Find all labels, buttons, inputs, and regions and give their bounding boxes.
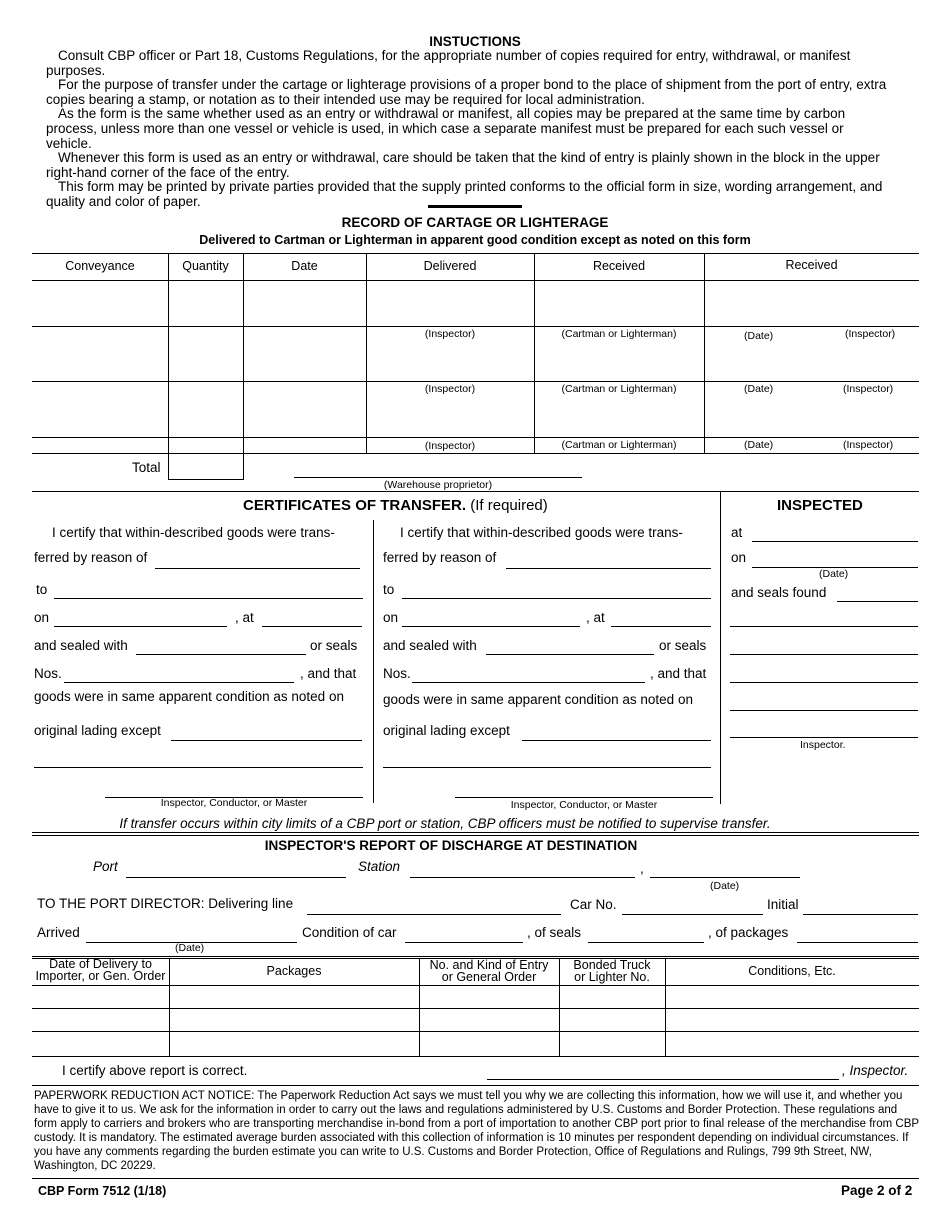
- inspector-label: Inspector.: [800, 739, 846, 751]
- to-field[interactable]: [402, 598, 711, 599]
- col-bonded-line1: Bonded Truck: [573, 958, 651, 972]
- reason-label: ferred by reason of: [383, 550, 497, 565]
- sealed-label: and sealed with: [34, 638, 128, 653]
- date-label: (Date): [710, 880, 740, 892]
- discharge-title: INSPECTOR'S REPORT OF DISCHARGE AT DESTINATION: [264, 838, 638, 853]
- date-label: (Date): [744, 383, 774, 395]
- sealed-label: and sealed with: [383, 638, 477, 653]
- on-label: on: [34, 610, 50, 625]
- at-label: , at: [235, 610, 254, 625]
- inspected-title: INSPECTED: [777, 497, 863, 514]
- and-that-label: , and that: [650, 666, 707, 681]
- reason-field[interactable]: [155, 568, 360, 569]
- instruction-paragraph: This form may be printed by private parties provided that the supply printed conforms to the official form in size, wording arrangement, and quality and color of paper.: [46, 179, 883, 209]
- instruction-paragraph: For the purpose of transfer under the cartage or lighterage provisions of a proper bond to the place of shipment from the port of entry, extra copies bearing a stamp, or notation as to their intended use may be required for local administration.: [46, 77, 887, 107]
- header-received-2: Received: [785, 258, 838, 272]
- condition-label: Condition of car: [302, 925, 397, 940]
- col-entry-line2: or General Order: [441, 970, 537, 984]
- signer-label: Inspector, Conductor, or Master: [160, 797, 308, 809]
- inspector-label: (Inspector): [843, 383, 894, 395]
- sealed-field[interactable]: [486, 654, 654, 655]
- cartman-label: (Cartman or Lighterman): [561, 383, 677, 395]
- delivering-line-field[interactable]: [307, 914, 561, 915]
- col-conditions: Conditions, Etc.: [748, 964, 836, 978]
- header-date: Date: [291, 259, 318, 273]
- on-label: on: [383, 610, 399, 625]
- on-field[interactable]: [54, 626, 227, 627]
- nos-label: Nos.: [34, 666, 62, 681]
- seals-found-field[interactable]: [837, 601, 918, 602]
- inspector-label: (Inspector): [845, 328, 896, 340]
- original-label: original lading except: [34, 723, 161, 738]
- to-label: to: [383, 582, 395, 597]
- station-label: Station: [358, 859, 401, 874]
- at-field[interactable]: [611, 626, 711, 627]
- col-entry: [419, 959, 559, 983]
- inspected-line[interactable]: [730, 626, 918, 627]
- header-received: Received: [592, 259, 646, 273]
- car-no-field[interactable]: [622, 914, 763, 915]
- inspector-label: (Inspector): [424, 383, 476, 395]
- certificates-title-note: (If required): [470, 497, 548, 514]
- of-seals-label: , of seals: [527, 925, 582, 940]
- inspector-signature-line[interactable]: [487, 1079, 839, 1080]
- or-seals-label: or seals: [310, 638, 358, 653]
- to-field[interactable]: [54, 598, 363, 599]
- except-field[interactable]: [522, 740, 711, 741]
- col-bonded: [559, 959, 665, 983]
- nos-label: Nos.: [383, 666, 411, 681]
- goods-label: goods were in same apparent condition as noted on: [383, 692, 693, 707]
- total-label: Total: [132, 460, 161, 475]
- cartman-label: (Cartman or Lighterman): [561, 328, 677, 340]
- delivering-line-label: TO THE PORT DIRECTOR: Delivering line: [37, 896, 294, 911]
- nos-field[interactable]: [412, 682, 645, 683]
- instruction-paragraph: As the form is the same whether used as an entry or withdrawal or manifest, all copies may be prepared at the same time by carbon process, unless more than one vessel or vehicle is used, in which case a separate manifest must be prepared for each such vessel or vehicle.: [46, 106, 846, 151]
- reason-field[interactable]: [506, 568, 711, 569]
- warehouse-signature-line[interactable]: [294, 477, 582, 478]
- col-date-delivery: [32, 958, 169, 982]
- transfer-note: If transfer occurs within city limits of a CBP port or station, CBP officers must be notified to supervise transfer.: [119, 816, 771, 831]
- instruction-paragraph: Consult CBP officer or Part 18, Customs Regulations, for the appropriate number of copies required for entry, withdrawal, or manifest purposes.: [46, 48, 851, 78]
- col-date-delivery-line2: Importer, or Gen. Order: [35, 969, 166, 983]
- date-label: (Date): [744, 439, 774, 451]
- inspected-line[interactable]: [730, 682, 918, 683]
- port-field[interactable]: [126, 877, 346, 878]
- arrived-date-label: (Date): [175, 942, 205, 954]
- at-field[interactable]: [752, 541, 918, 542]
- comma: ,: [640, 861, 644, 876]
- certificates-title: [243, 498, 548, 514]
- to-label: to: [36, 582, 48, 597]
- certify-line: I certify that within-described goods were trans-: [52, 525, 335, 540]
- car-no-label: Car No.: [570, 897, 617, 912]
- header-conveyance: Conveyance: [65, 259, 135, 273]
- col-entry-line1: No. and Kind of Entry: [429, 958, 549, 972]
- seals-found-label: and seals found: [731, 585, 827, 600]
- except-field-2[interactable]: [383, 767, 711, 768]
- form-number: CBP Form 7512 (1/18): [38, 1184, 167, 1198]
- date-label: (Date): [819, 568, 849, 580]
- arrived-label: Arrived: [37, 925, 80, 940]
- signature-line[interactable]: [455, 797, 713, 798]
- at-label: , at: [586, 610, 605, 625]
- of-seals-field[interactable]: [588, 942, 704, 943]
- initial-label: Initial: [767, 897, 799, 912]
- header-quantity: Quantity: [182, 259, 229, 273]
- instruction-paragraph: Whenever this form is used as an entry or withdrawal, care should be taken that the kind of entry is plainly shown in the block in the upper right-hand corner of the face of the entry.: [46, 150, 880, 180]
- inspector-label: (Inspector): [843, 439, 894, 451]
- cartage-title: RECORD OF CARTAGE OR LIGHTERAGE: [341, 215, 609, 230]
- station-field[interactable]: [410, 877, 635, 878]
- cartman-label: (Cartman or Lighterman): [561, 439, 677, 451]
- col-bonded-line2: or Lighter No.: [574, 970, 650, 984]
- or-seals-label: or seals: [659, 638, 707, 653]
- date-label: (Date): [744, 330, 774, 342]
- initial-field[interactable]: [803, 914, 918, 915]
- goods-label: goods were in same apparent condition as noted on: [34, 689, 344, 704]
- of-packages-label: , of packages: [708, 925, 789, 940]
- cartage-subtitle: Delivered to Cartman or Lighterman in apparent good condition except as noted on this form: [199, 233, 751, 247]
- divider-bar: [428, 205, 522, 208]
- station-date-field[interactable]: [650, 877, 800, 878]
- condition-field[interactable]: [405, 942, 523, 943]
- original-label: original lading except: [383, 723, 510, 738]
- inspector-signature-line[interactable]: [730, 737, 918, 738]
- port-label: Port: [93, 859, 118, 874]
- inspector-label: , Inspector.: [842, 1063, 909, 1078]
- paperwork-notice: PAPERWORK REDUCTION ACT NOTICE: The Paperwork Reduction Act says we must tell you why we are collecting this information, how we will use it, and whether you have to give it to us. We ask for the information in order to carry out the laws and regulations administered by U.S. Customs and Border Protection. These regulations and form apply to carriers and brokers who are transporting merchandise in-bond from a port of importation to another CBP port prior to final release of the merchandise from CBP custody. It is mandatory. The estimated average burden associated with this collection of information is 10 minutes per respondent depending on individual circumstances. If you have any comments regarding the burden estimate you can write to U.S. Customs and Border Protection, Office of Regulations and Rulings, 799 9th Street, NW, Washington, DC 20229.: [34, 1090, 919, 1172]
- nos-field[interactable]: [64, 682, 294, 683]
- inspected-line[interactable]: [730, 654, 918, 655]
- instructions-title: INSTUCTIONS: [429, 34, 521, 49]
- col-date-delivery-line1: Date of Delivery to: [49, 957, 152, 971]
- inspector-label: (Inspector): [424, 328, 476, 340]
- certify-line: I certify that within-described goods were trans-: [400, 525, 683, 540]
- inspector-label: (Inspector): [424, 440, 476, 452]
- reason-label: ferred by reason of: [34, 550, 148, 565]
- inspected-line[interactable]: [730, 710, 918, 711]
- at-label: at: [731, 525, 743, 540]
- of-packages-field[interactable]: [797, 942, 918, 943]
- certificates-title-text: CERTIFICATES OF TRANSFER.: [243, 497, 467, 514]
- certify-report-label: I certify above report is correct.: [62, 1063, 248, 1078]
- and-that-label: , and that: [300, 666, 357, 681]
- col-packages: Packages: [266, 964, 322, 978]
- at-field[interactable]: [262, 626, 362, 627]
- sealed-field[interactable]: [136, 654, 306, 655]
- except-field[interactable]: [171, 740, 362, 741]
- instructions-text: [46, 49, 888, 210]
- except-field-2[interactable]: [34, 767, 363, 768]
- header-delivered: Delivered: [423, 259, 477, 273]
- page-number: Page 2 of 2: [841, 1183, 913, 1198]
- on-field[interactable]: [402, 626, 580, 627]
- warehouse-label: (Warehouse proprietor): [383, 479, 493, 491]
- on-label: on: [731, 550, 747, 565]
- signer-label: Inspector, Conductor, or Master: [510, 799, 658, 811]
